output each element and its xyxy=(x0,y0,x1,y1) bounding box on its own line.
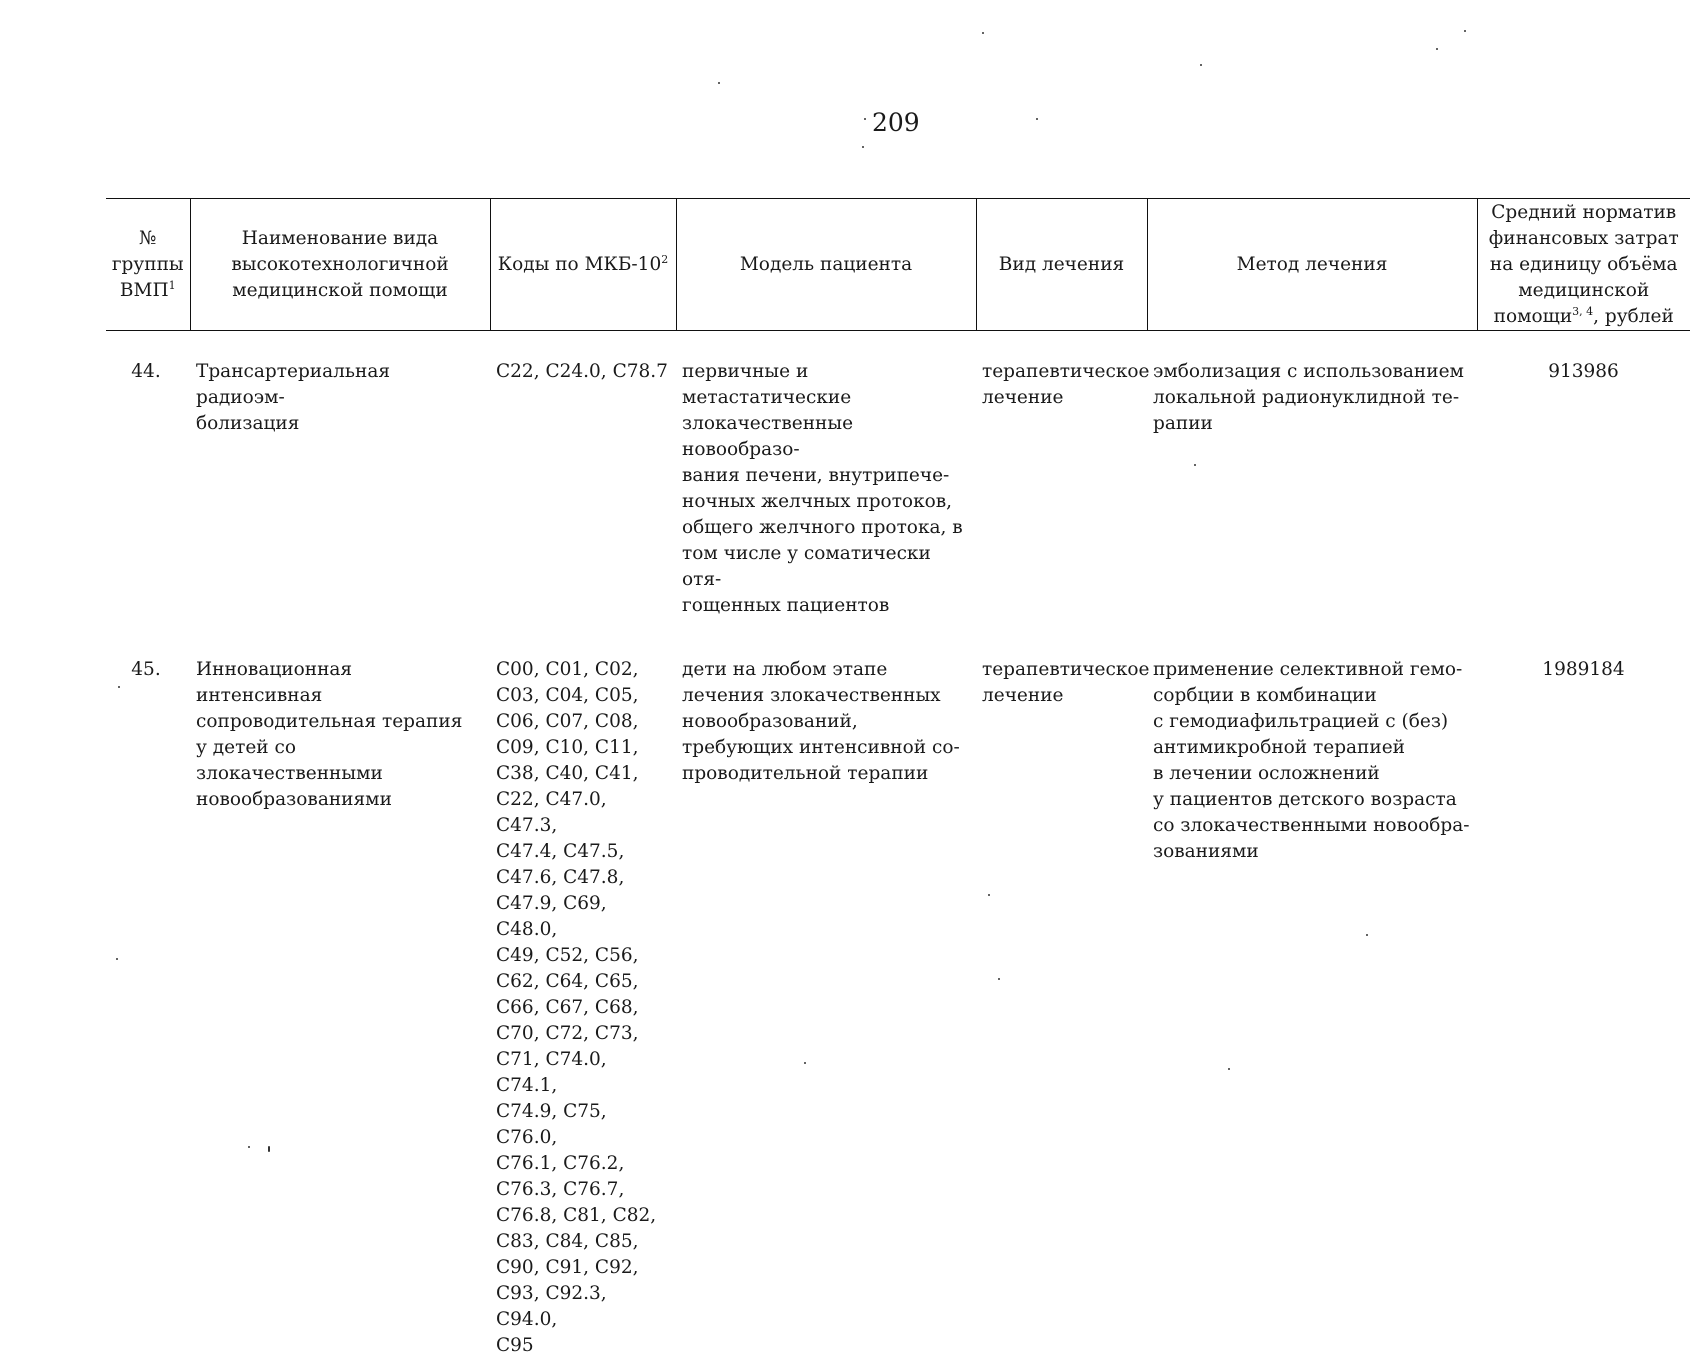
cell-group-number: 45. xyxy=(131,659,161,680)
header-treatment-type: Вид лечения xyxy=(976,199,1147,331)
scan-speck xyxy=(1436,48,1438,50)
table-header-row xyxy=(106,199,1690,331)
scan-speck xyxy=(982,32,984,34)
cell-treatment-method: применение селективной гемо- сорбции в комбинации с гемодиафильтрацией с (без) антимикробной терапией в лечении осложнений у пациентов детского возраста со злокачественными новообра- зованиями xyxy=(1153,659,1470,862)
cell-patient-model: дети на любом этапе лечения злокачественных новообразований, требующих интенсивной со- проводительной терапии xyxy=(682,659,960,784)
cell-treatment-method: эмболизация с использованием локальной радионуклидной те- рапии xyxy=(1153,361,1464,434)
scan-speck xyxy=(864,118,866,120)
cell-icd-codes: C22, C24.0, C78.7 xyxy=(496,361,668,382)
cell-average-cost: 913986 xyxy=(1548,361,1619,382)
cell-treatment-type: терапевтическое лечение xyxy=(982,361,1150,408)
vmp-table-container xyxy=(106,198,1690,1359)
cell-care-type-name: Инновационная интенсивная сопроводительная терапия у детей со злокачественными новообразованиями xyxy=(196,659,463,810)
cell-group-number: 44. xyxy=(131,361,161,382)
cell-icd-codes: C00, C01, C02, C03, C04, C05, C06, C07, C08, C09, C10, C11, C38, C40, C41, C22, C47.0, C47.3, C47.4, C47.5, C47.6, C47.8, C47.9, C69, C48.0, C49, C52, C56, C62, C64, C65, C66, C67, C68, C70, C72, C73, C71, C74.0, C74.1, C74.9, C75, C76.0, C76.1, C76.2, C76.3, C76.7, C76.8, C81, C82, C83, C84, C85, C90, C91, C92, C93, C92.3, C94.0, C95 xyxy=(496,659,657,1356)
header-care-type-name: Наименование вида высокотехнологичной медицинской помощи xyxy=(190,199,490,331)
cell-average-cost: 1989184 xyxy=(1542,659,1625,680)
table-row xyxy=(106,619,1690,1359)
cell-care-type-name: Трансартериальная радиоэм- болизация xyxy=(196,361,391,434)
scan-speck xyxy=(1036,118,1038,120)
header-average-cost: Средний норматив финансовых затрат на единицу объёма медицинской помощи$^{3, 4}$, рублей xyxy=(1477,199,1690,331)
header-group-number: № группы ВМП$^1$ xyxy=(106,199,190,331)
scan-speck xyxy=(1200,64,1202,66)
header-icd-codes: Коды по МКБ-$10^2$ xyxy=(490,199,676,331)
scan-speck xyxy=(1464,30,1466,32)
scan-speck xyxy=(718,82,720,84)
cell-treatment-type: терапевтическое лечение xyxy=(982,659,1150,706)
page-number: 209 xyxy=(872,108,920,137)
scan-speck xyxy=(862,146,864,148)
vmp-table xyxy=(106,198,1690,1359)
cell-patient-model: первичные и метастатические злокачественные новообразо- вания печени, внутрипече- ночных желчных протоков, общего желчного протока, в том числе у соматически отя- гощенных пациентов xyxy=(682,361,963,616)
header-treatment-method: Метод лечения xyxy=(1147,199,1477,331)
table-row xyxy=(106,331,1690,620)
header-patient-model: Модель пациента xyxy=(676,199,976,331)
